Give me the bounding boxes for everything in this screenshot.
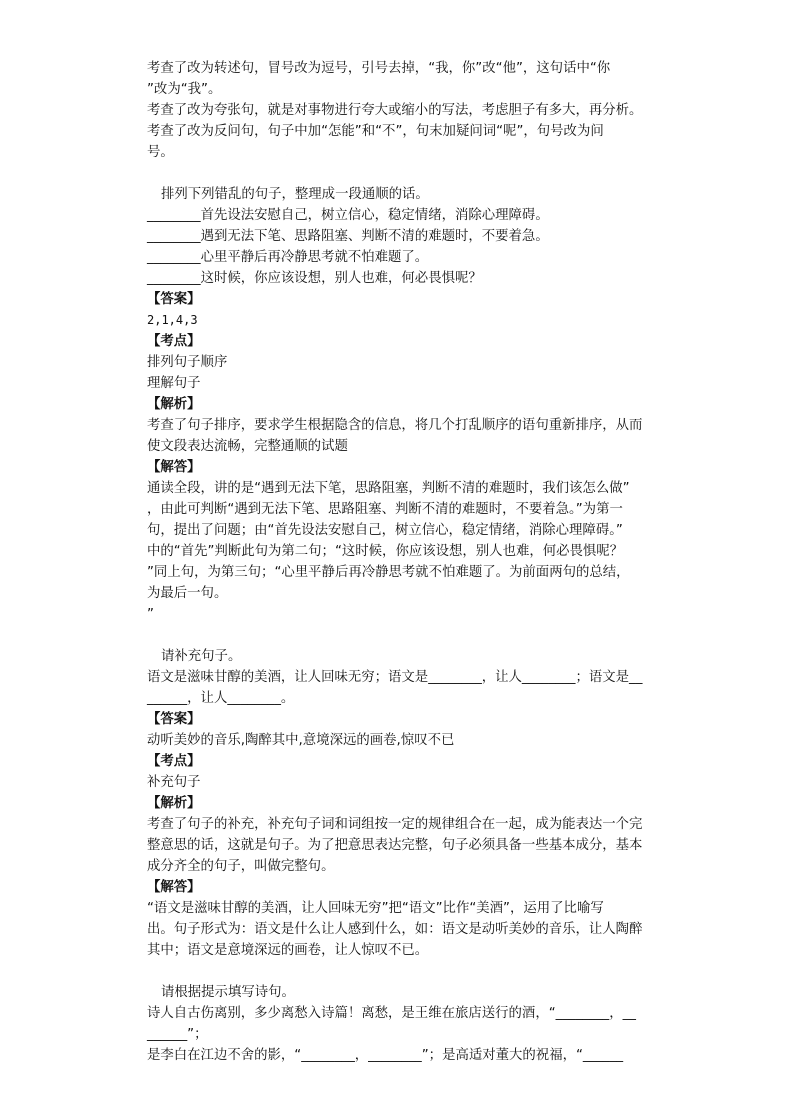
solution-text: “语文是滋味甘醇的美酒，让人回味无穷”把“语文”比作“美酒”，运用了比喻写 [147, 901, 604, 916]
solution-text: ” [147, 607, 154, 622]
knowledge-point: 理解句子 [147, 376, 201, 391]
knowledge-point: 排列句子顺序 [147, 355, 228, 370]
text-line: 考查了改为夸张句，就是对事物进行夸大或缩小的写法，考虑胆子有多大，再分析。 [147, 103, 643, 118]
analysis-text: 成分齐全的句子，叫做完整句。 [147, 859, 335, 874]
solution-text: 通读全段，讲的是“遇到无法下笔，思路阻塞，判断不清的难题时，我们该怎么做” [147, 481, 630, 496]
answer-text: 2,1,4,3 [147, 313, 198, 327]
ordering-item: ________首先设法安慰自己，树立信心，稳定情绪，消除心理障碍。 [147, 208, 549, 223]
knowledge-point-heading: 【考点】 [147, 334, 201, 349]
analysis-text: 考查了句子排序，要求学生根据隐含的信息，将几个打乱顺序的语句重新排序，从而 [147, 418, 643, 433]
question-text: ______”； [147, 1027, 208, 1042]
solution-text: 出。句子形式为：语文是什么让人感到什么，如：语文是动听美妙的音乐，让人陶醉 [147, 922, 643, 937]
spacer [147, 961, 667, 982]
ordering-item: ________这时候，你应该设想，别人也难，何必畏惧呢？ [147, 271, 482, 286]
question-text: 语文是滋味甘醇的美酒，让人回味无穷；语文是________，让人________；语文是__ [147, 670, 643, 685]
answer-text: 动听美妙的音乐,陶醉其中,意境深远的画卷,惊叹不已 [147, 733, 455, 748]
section-sentence-transform-notes [147, 58, 667, 163]
question-text: 诗人自古伤离别，多少离愁入诗篇！离愁，是王维在旅店送行的酒，“________，__ [147, 1006, 636, 1021]
text-line: 考查了改为转述句，冒号改为逗号，引号去掉，“我，你”改“他”，这句话中“你 [147, 61, 611, 76]
question-prompt: 请根据提示填写诗句。 [161, 985, 295, 1000]
section-sentence-ordering [147, 184, 667, 625]
question-prompt: 请补充句子。 [161, 649, 242, 664]
ordering-item: ________心里平静后再冷静思考就不怕难题了。 [147, 250, 429, 265]
text-line: 号。 [147, 145, 174, 160]
text-line: ”改为“我”。 [147, 82, 222, 97]
ordering-item: ________遇到无法下笔、思路阻塞、判断不清的难题时，不要着急。 [147, 229, 549, 244]
text-line: 考查了改为反问句，句子中加“怎能”和“不”，句末加疑问词“呢”，句号改为问 [147, 124, 604, 139]
analysis-text: 整意思的话，这就是句子。为了把意思表达完整，句子必须具备一些基本成分，基本 [147, 838, 643, 853]
solution-text: ，由此可判断“遇到无法下笔、思路阻塞、判断不清的难题时，不要着急。”为第一 [147, 502, 623, 517]
analysis-text: 考查了句子的补充，补充句子词和词组按一定的规律组合在一起，成为能表达一个完 [147, 817, 643, 832]
solution-text: 为最后一句。 [147, 586, 228, 601]
solution-text: ”同上句，为第三句；“心里平静后再冷静思考就不怕难题了。为前面两句的总结， [147, 565, 630, 580]
solution-heading: 【解答】 [147, 460, 201, 475]
knowledge-point: 补充句子 [147, 775, 201, 790]
solution-text: 中的“首先”判断此句为第二句；“这时候，你应该设想，别人也难，何必畏惧呢？ [147, 544, 624, 559]
question-text: ______，让人________。 [147, 691, 295, 706]
analysis-heading: 【解析】 [147, 397, 201, 412]
knowledge-point-heading: 【考点】 [147, 754, 201, 769]
section-sentence-completion [147, 646, 667, 961]
section-poem-fill [147, 982, 667, 1066]
solution-text: 其中；语文是意境深远的画卷，让人惊叹不已。 [147, 943, 429, 958]
spacer [147, 625, 667, 646]
question-prompt: 排列下列错乱的句子，整理成一段通顺的话。 [161, 187, 429, 202]
answer-heading: 【答案】 [147, 712, 201, 727]
analysis-text: 使文段表达流畅，完整通顺的试题 [147, 439, 348, 454]
answer-heading: 【答案】 [147, 292, 201, 307]
analysis-heading: 【解析】 [147, 796, 201, 811]
document-page [147, 58, 667, 1066]
solution-text: 句，提出了问题；由“首先设法安慰自己，树立信心，稳定情绪，消除心理障碍。” [147, 523, 623, 538]
question-text: 是李白在江边不舍的影，“________，________”；是高适对董大的祝福，“______ [147, 1048, 624, 1063]
solution-heading: 【解答】 [147, 880, 201, 895]
spacer [147, 163, 667, 184]
